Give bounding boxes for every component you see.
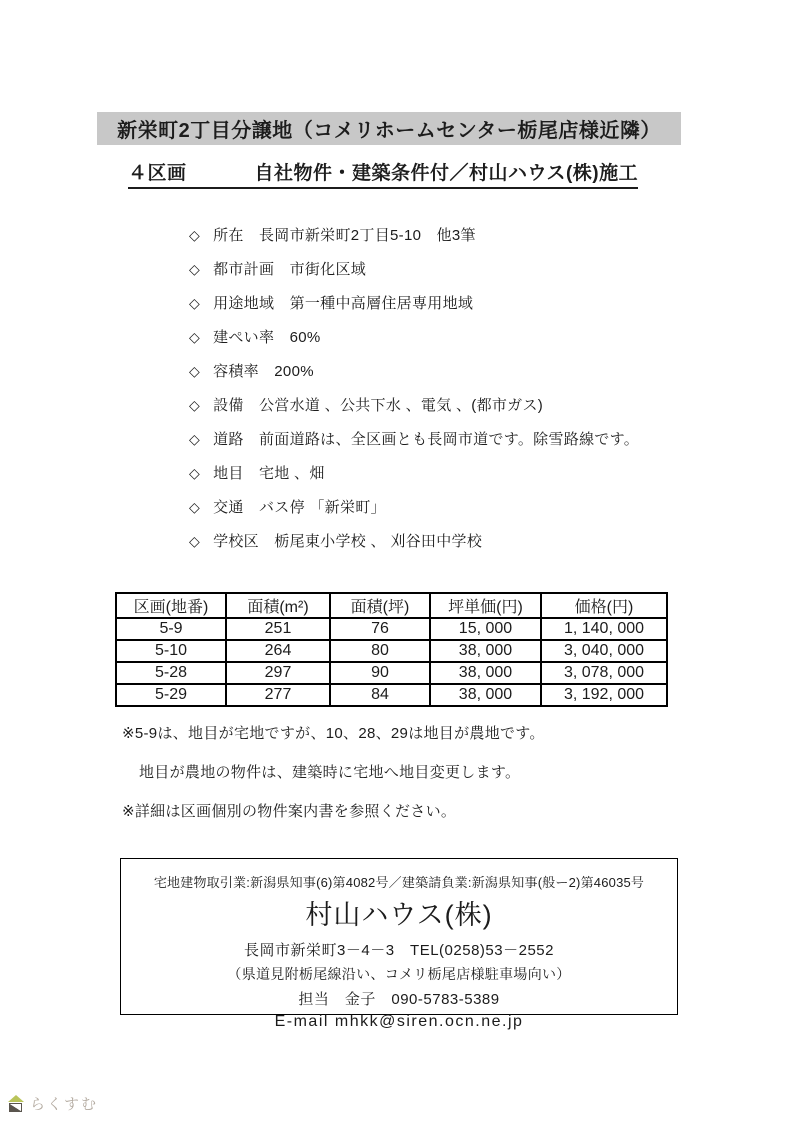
diamond-icon: ◇ [189, 464, 201, 481]
cell-area-tsubo: 76 [330, 618, 430, 640]
detail-text: 所在 長岡市新栄町2丁目5-10 他3筆 [213, 227, 476, 244]
detail-text: 設備 公営水道 、公共下水 、電気 、(都市ガス) [213, 397, 544, 414]
house-icon [8, 1095, 24, 1113]
note-land-category: ※5-9は、地目が宅地ですが、10、28、29は地目が農地です。 [122, 725, 545, 742]
company-landmark: （県道見附栃尾線沿い、コメリ栃尾店様駐車場向い） [227, 966, 571, 982]
subtitle-conditions: 自社物件・建築条件付／村山ハウス(株)施工 [254, 163, 639, 184]
watermark-text: らくすむ [30, 1096, 99, 1113]
cell-lot: 5-10 [116, 640, 226, 662]
table-row [116, 684, 667, 706]
detail-text: 用途地域 第一種中高層住居専用地域 [213, 295, 474, 312]
detail-text: 容積率 200% [213, 363, 314, 380]
diamond-icon: ◇ [189, 532, 201, 549]
detail-item-transport [189, 499, 639, 514]
table-row [116, 618, 667, 640]
cell-unit-price: 15, 000 [430, 618, 541, 640]
cell-area-sqm: 251 [226, 618, 330, 640]
detail-item-location [189, 227, 639, 242]
detail-text: 交通 バス停 「新栄町」 [213, 499, 386, 516]
cell-area-sqm: 264 [226, 640, 330, 662]
detail-text: 建ぺい率 60% [213, 329, 321, 346]
cell-unit-price: 38, 000 [430, 662, 541, 684]
column-header-area-tsubo: 面積(坪) [330, 593, 430, 618]
cell-lot: 5-9 [116, 618, 226, 640]
detail-item-zoning [189, 295, 639, 310]
column-header-unit-price: 坪単価(円) [430, 593, 541, 618]
detail-text: 地目 宅地 、畑 [213, 465, 325, 482]
cell-unit-price: 38, 000 [430, 684, 541, 706]
diamond-icon: ◇ [189, 294, 201, 311]
detail-item-building-coverage [189, 329, 639, 344]
cell-price: 3, 040, 000 [541, 640, 667, 662]
diamond-icon: ◇ [189, 328, 201, 345]
diamond-icon: ◇ [189, 362, 201, 379]
cell-price: 3, 192, 000 [541, 684, 667, 706]
diamond-icon: ◇ [189, 430, 201, 447]
detail-item-road [189, 431, 639, 446]
subtitle-lot-count: ４区画 [128, 163, 187, 184]
company-contact: 担当 金子 090-5783-5389 [298, 991, 500, 1008]
column-header-area-sqm: 面積(m²) [226, 593, 330, 618]
cell-area-tsubo: 80 [330, 640, 430, 662]
company-email: E-mail mhkk@siren.ocn.ne.jp [274, 1013, 524, 1030]
cell-area-sqm: 277 [226, 684, 330, 706]
note-see-details: ※詳細は区画個別の物件案内書を参照ください。 [122, 803, 457, 820]
cell-lot: 5-28 [116, 662, 226, 684]
cell-lot: 5-29 [116, 684, 226, 706]
cell-price: 1, 140, 000 [541, 618, 667, 640]
detail-item-city-planning [189, 261, 639, 276]
property-details-list [189, 227, 639, 567]
house-roof-shape [8, 1095, 24, 1102]
page-title: 新栄町2丁目分譲地（コメリホームセンター栃尾店様近隣） [117, 120, 661, 142]
notes-section [122, 722, 545, 839]
license-text: 宅地建物取引業:新潟県知事(6)第4082号／建築請負業:新潟県知事(般ー2)第46035号 [153, 875, 645, 890]
table-row [116, 662, 667, 684]
rakusumu-watermark [8, 1093, 98, 1114]
note-land-conversion: 地目が農地の物件は、建築時に宅地へ地目変更します。 [139, 764, 521, 781]
diamond-icon: ◇ [189, 396, 201, 413]
company-name: 村山ハウス(株) [305, 900, 493, 930]
price-table [115, 592, 668, 707]
detail-text: 学校区 栃尾東小学校 、 刈谷田中学校 [213, 533, 483, 550]
table-row [116, 640, 667, 662]
cell-unit-price: 38, 000 [430, 640, 541, 662]
column-header-price: 価格(円) [541, 593, 667, 618]
diamond-icon: ◇ [189, 260, 201, 277]
cell-price: 3, 078, 000 [541, 662, 667, 684]
detail-item-school-district [189, 533, 639, 548]
diamond-icon: ◇ [189, 226, 201, 243]
cell-area-tsubo: 84 [330, 684, 430, 706]
house-body-shape [9, 1103, 22, 1112]
detail-item-floor-area-ratio [189, 363, 639, 378]
subtitle [128, 158, 638, 189]
title-bar [97, 112, 681, 145]
column-header-lot: 区画(地番) [116, 593, 226, 618]
diamond-icon: ◇ [189, 498, 201, 515]
cell-area-sqm: 297 [226, 662, 330, 684]
detail-item-utilities [189, 397, 639, 412]
detail-text: 道路 前面道路は、全区画とも長岡市道です。除雪路線です。 [213, 431, 640, 448]
company-info-box [120, 858, 678, 1030]
cell-area-tsubo: 90 [330, 662, 430, 684]
company-address-tel: 長岡市新栄町3－4－3 TEL(0258)53－2552 [244, 942, 554, 959]
price-table-header-row [116, 593, 667, 618]
detail-text: 都市計画 市街化区域 [213, 261, 367, 278]
detail-item-land-category [189, 465, 639, 480]
